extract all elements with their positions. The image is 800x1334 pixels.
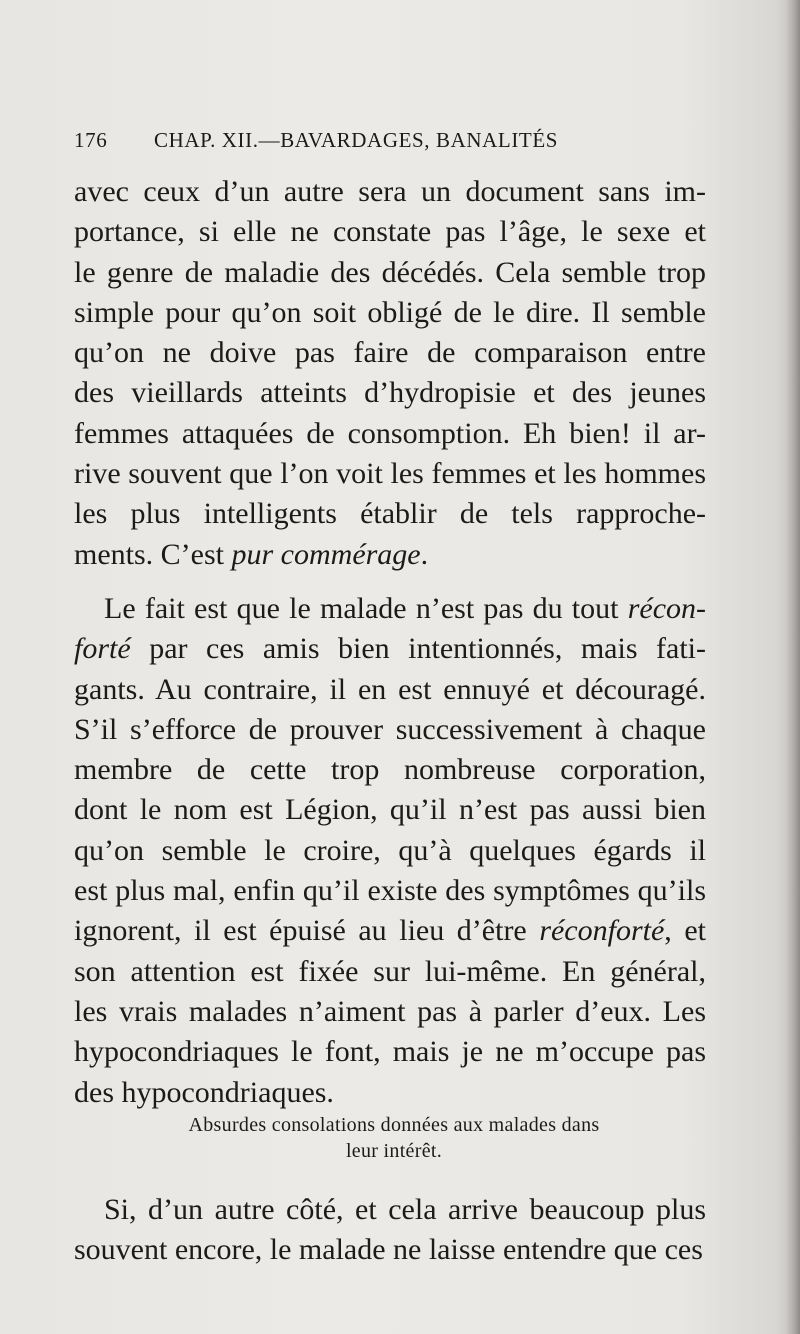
text-run: par ces amis bien intentionnés, mais fati- (130, 632, 706, 666)
text-run: rive souvent que l’on voit les femmes et les hommes (74, 457, 706, 491)
text-run: souvent encore, le malade ne laisse entendre que ces (74, 1233, 703, 1267)
text-line (74, 911, 706, 951)
text-run: le genre de maladie des décédés. Cela semble trop (74, 255, 706, 289)
text-run: ignorent, il est épuisé au lieu d’être (74, 914, 540, 948)
paragraph-3 (74, 1190, 706, 1271)
text-run: gants. Au contraire, il en est ennuyé et découragé. (74, 672, 706, 706)
text-line (74, 952, 706, 992)
text-line (74, 293, 706, 333)
text-run: simple pour qu’on soit obligé de le dire. Il semble (74, 295, 706, 329)
body-text-continued (74, 1190, 706, 1271)
caption-line-1: Absurdes consolations données aux malades dans (188, 1114, 600, 1136)
text-line (74, 992, 706, 1032)
text-run: , et (664, 914, 706, 948)
italic-run: forté (74, 632, 131, 666)
text-line (74, 790, 706, 830)
text-line (74, 670, 706, 710)
text-line (74, 414, 706, 454)
text-run: dont le nom est Légion, qu’il n’est pas aussi bien (74, 793, 706, 827)
text-line (74, 1032, 706, 1072)
text-line (74, 710, 706, 750)
text-run: hypocondriaques le font, mais je ne m’occupe pas (74, 1035, 706, 1069)
running-title: CHAP. XII.—BAVARDAGES, BANALITÉS (154, 128, 559, 152)
italic-run: récon- (627, 591, 706, 625)
text-run: des vieillards atteints d’hydropisie et des jeunes (74, 376, 706, 410)
text-run: des hypocondriaques. (74, 1075, 334, 1109)
text-line (74, 629, 706, 669)
text-run: portance, si elle ne constate pas l’âge, le sexe et (74, 215, 706, 249)
text-run: qu’on ne doive pas faire de comparaison entre (74, 336, 706, 370)
text-run: Le fait est que le malade n’est pas du tout (104, 591, 628, 625)
text-line (74, 1073, 706, 1113)
text-line (74, 373, 706, 413)
text-run: . (420, 537, 429, 571)
text-run: les vrais malades n’aiment pas à parler d’eux. Les (74, 994, 706, 1028)
text-line (74, 750, 706, 790)
text-run: membre de cette trop nombreuse corporation, (74, 753, 706, 787)
text-line (74, 494, 706, 534)
section-caption (74, 1112, 714, 1164)
text-line (74, 212, 706, 252)
page-number: 176 (74, 128, 108, 152)
text-line (74, 871, 706, 911)
text-line (74, 333, 706, 373)
text-line (74, 831, 706, 871)
running-header (74, 128, 714, 160)
text-run: les plus intelligents établir de tels rapproche- (74, 497, 706, 531)
text-line (74, 1230, 706, 1270)
italic-run: pur commérage (231, 537, 421, 571)
text-run: est plus mal, enfin qu’il existe des symptômes qu’ils (74, 874, 706, 908)
text-line (74, 1190, 706, 1230)
text-line (74, 253, 706, 293)
text-run: qu’on semble le croire, qu’à quelques égards il (74, 833, 706, 867)
page-edge-shadow (786, 0, 800, 1334)
italic-run: réconforté (539, 914, 665, 948)
text-line (74, 454, 706, 494)
text-run: femmes attaquées de consomption. Eh bien! il ar- (74, 416, 706, 450)
text-line (74, 172, 706, 212)
body-text (74, 172, 706, 1113)
text-line (74, 589, 706, 629)
text-run: S’il s’efforce de prouver successivement à chaque (74, 712, 706, 746)
text-line (74, 535, 706, 575)
text-run: avec ceux d’un autre sera un document sans im- (74, 175, 706, 208)
caption-line-2: leur intérêt. (345, 1140, 443, 1162)
text-run: ments. C’est (74, 537, 232, 571)
text-run: Si, d’un autre côté, et cela arrive beaucoup plus (104, 1193, 706, 1226)
paragraph-1 (74, 172, 706, 575)
paragraph-2 (74, 589, 706, 1113)
text-run: son attention est fixée sur lui-même. En général, (74, 954, 706, 988)
